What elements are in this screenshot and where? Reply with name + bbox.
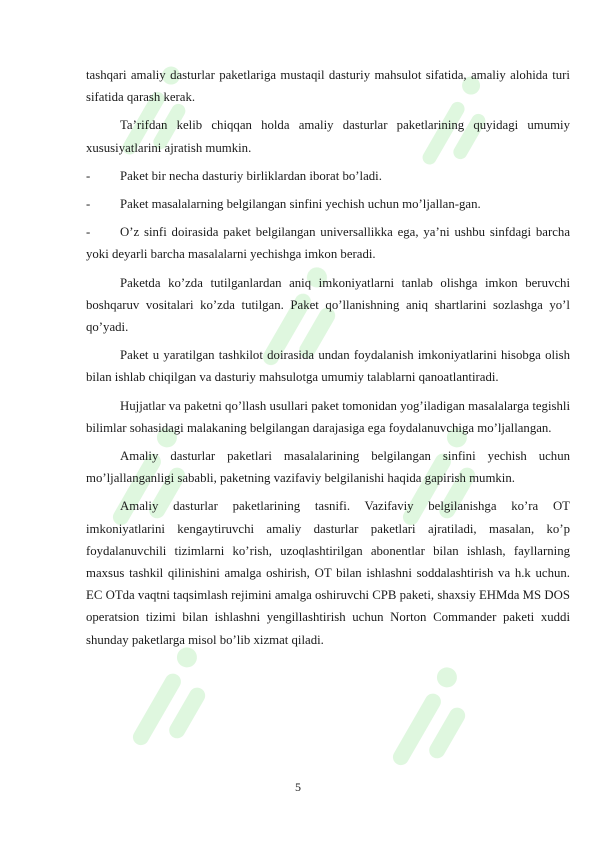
paragraph-definition: Ta’rifdan kelib chiqqan holda amaliy dasturlar paketlarining quyidagi umumiy xususiyatlarini ajratish mumkin. [86,118,570,155]
list-dash: - [86,168,91,183]
list-item-text: Paket masalalarning belgilangan sinfini yechish uchun mo’ljallan-gan. [120,197,481,212]
list-item-text: O’z sinfi doirasida paket belgilangan universallikka ega, ya’ni ushbu sinfdagi barcha yoki deyarli barcha masalalarni yechishga imkon beradi. [86,225,570,262]
paragraph-documentation: Hujjatlar va paketni qo’llash usullari paket tomonidan yog’iladigan masalalarga tegishli bilimlar sohasidagi malakaning belgilangan darajasiga ega foydalanuvchiga mo’ljallangan. [86,398,570,435]
paragraph-controls: Paketda ko’zda tutilganlardan aniq imkoniyatlarni tanlab olishga imkon beruvchi boshqaruv vositalari ko’zda tutilgan. Paket qo’llanishning aniq shartlarini sozlashga yo’l qo’yadi. [86,275,570,335]
list-dash: - [86,197,91,212]
list-item [86,165,570,187]
document-body [86,64,570,657]
paragraph-classification: Amaliy dasturlar paketlarining tasnifi. Vazifaviy belgilanishga ko’ra OT imkoniyatlarini kengaytiruvchi amaliy dasturlar paketlari ajratiladi, masalan, ko’p foydalanuvchili tizimlarni ko’rish, uzoqlashtirilgan abonentlar bilan ishlash, fayllarning maxsus tashkil qilinishini amalga oshirish, OT bilan ishlashni soddalashtirish va h.k uchun. EC OTda vaqtni taqsimlash rejimini amalga oshiruvchi CPB paketi, shaxsiy EHMda MS DOS operatsion tizimi bilan ishlashni yengillashtirish uchun Norton Commander paketi xuddi shunday paketlarga misol bo’lib xizmat qiladi. [86,499,570,647]
paragraph-organization: Paket u yaratilgan tashkilot doirasida undan foydalanish imkoniyatlarini hisobga olish bilan ishlab chiqilgan va dasturiy mahsulotga umumiy talablarni qanoatlantiradi. [86,348,570,385]
list-item-text: Paket bir necha dasturiy birliklardan iborat bo’ladi. [120,168,382,183]
paragraph-intro: tashqari amaliy dasturlar paketlariga mustaqil dasturiy mahsulot sifatida, amaliy alohida turi sifatida qarash kerak. [86,68,570,105]
list-dash: - [86,225,91,240]
paragraph-purpose: Amaliy dasturlar paketlari masalalarining belgilangan sinfini yechish uchun mo’ljallanganligi sababli, paketning vazifaviy belgilanishi haqida gapirish mumkin. [86,449,570,486]
list-item [86,193,570,215]
page-number: 5 [295,780,301,794]
list-item [86,221,570,265]
